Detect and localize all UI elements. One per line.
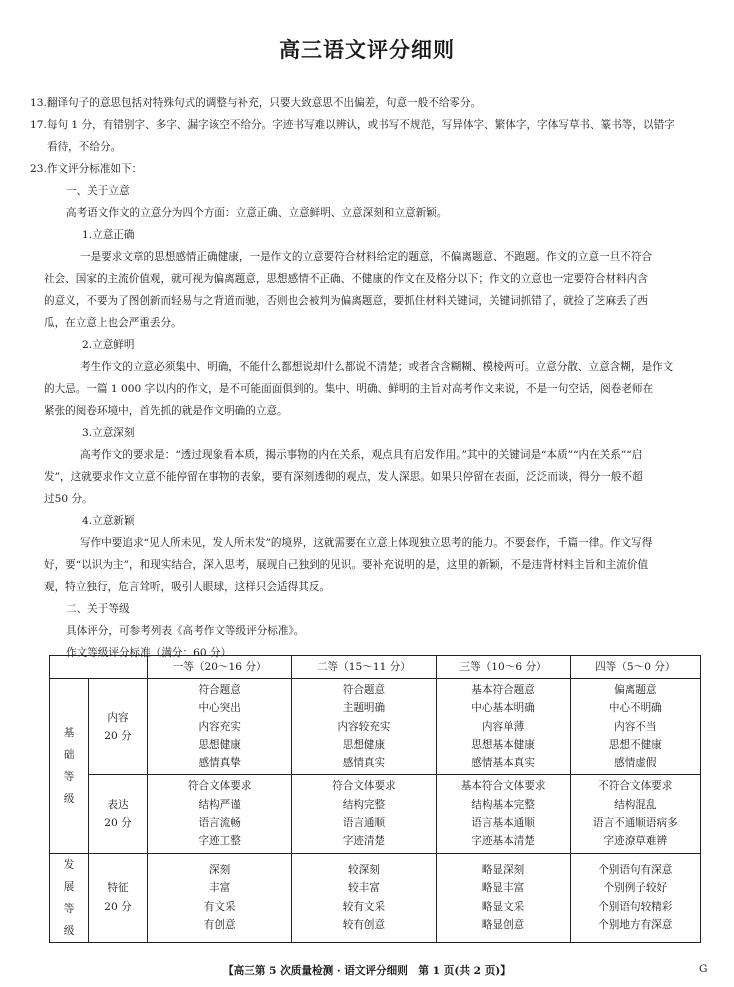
subsection-1-title: 1.立意正确: [82, 229, 135, 241]
cell-line: 偏离题意: [614, 684, 657, 696]
cell-line: 个别语句有深意: [598, 864, 673, 877]
cell-line: 有创意: [203, 918, 236, 931]
cell-line: 字迹清楚: [342, 835, 386, 848]
cell-line: 结构基本完整: [471, 798, 535, 811]
cell-line: 感情真实: [342, 757, 386, 770]
development-level-label: [50, 853, 89, 942]
cell-line: 内容不当: [614, 720, 657, 733]
table-header-row: [50, 656, 701, 679]
subsection-4-title: 4.立意新颖: [82, 515, 135, 527]
subsection-3-title: 3.立意深刻: [82, 427, 135, 439]
cell-line: 语言不通顺语病多: [592, 817, 678, 830]
cell-line: 结构混乱: [614, 798, 657, 811]
row-name: 表达: [107, 798, 129, 811]
cell-line: 中心不明确: [608, 702, 662, 715]
table-row-content: [50, 679, 701, 775]
row-score: 20 分: [104, 900, 132, 913]
section-2-heading: 二、关于等级: [66, 603, 130, 615]
cell-line: 内容充实: [198, 720, 241, 733]
table-caption: 作文等级评分标准（满分：60 分）: [66, 647, 232, 659]
header-grade-2: 二等（15～11 分）: [292, 656, 436, 679]
subsection-2-body: [30, 356, 706, 422]
cell-line: 略显深刻: [481, 864, 525, 877]
table-cell: [292, 853, 436, 942]
row-label-feature: [89, 853, 148, 942]
table-cell: [570, 679, 700, 775]
paragraph-line: 的意义，不要为了图创新而轻易与之背道而驰，否则也会被判为偏离题意，要抓住材料关键词，关键词抓错了，就捡了芝麻丢了西: [44, 295, 648, 307]
item-17-line-2: 看待，不给分。: [47, 141, 122, 153]
vertical-char: 基: [63, 726, 75, 739]
paragraph-line: 一是要求文章的思想感情正确健康，一是作文的立意要符合材料给定的题意，不偏离题意、不跑题。作文的立意一旦不符合: [80, 251, 653, 263]
cell-line: 基本符合文体要求: [460, 780, 546, 793]
page-footer: 【高三第 5 次质量检测 · 语文评分细则 第 1 页(共 2 页)】: [223, 965, 511, 977]
cell-line: 内容较充实: [337, 720, 391, 733]
table-row-expression: [50, 775, 701, 853]
cell-line: 感情虚假: [614, 757, 657, 770]
cell-line: 略显丰富: [481, 882, 525, 895]
cell-line: 符合文体要求: [187, 780, 252, 793]
row-name: 内容: [107, 711, 129, 724]
row-label-content: [89, 679, 148, 775]
table-cell: [292, 679, 436, 775]
section-1-intro: 高考语文作文的立意分为四个方面：立意正确、立意鲜明、立意深刻和立意新颖。: [66, 207, 448, 219]
cell-line: 丰富: [209, 882, 231, 895]
vertical-char: 发: [63, 858, 75, 871]
paper-version-mark: G: [699, 963, 708, 975]
subsection-3-body: [30, 444, 706, 510]
subsection-1-body: [30, 246, 706, 334]
vertical-char: 等: [63, 902, 75, 915]
paragraph-line: 瓜，在立意上也会严重丢分。: [44, 317, 182, 329]
paragraph-line: 紧张的阅卷环境中，首先抓的就是作文明确的立意。: [44, 405, 288, 417]
row-score: 20 分: [104, 729, 132, 742]
paragraph-line: 的大忌。一篇 1 000 字以内的作文，是不可能面面俱到的。集中、明确、鲜明的主旨对高考作文来说，不是一句空话，阅卷老师在: [44, 383, 654, 395]
paragraph-line: 写作中要追求“见人所未见，发人所未发”的境界，这就需要在立意上体现独立思考的能力。不要套作，千篇一律。作文写得: [80, 537, 653, 549]
table-cell: [148, 679, 292, 775]
cell-line: 字迹潦草难辨: [603, 835, 668, 848]
header-grade-3: 三等（10～6 分）: [436, 656, 570, 679]
cell-line: 感情基本真实: [471, 757, 535, 770]
paragraph-line: 发”，这就要求作文立意不能停留在事物的表象，要有深刻透彻的观点，发人深思。如果只停留在表面，泛泛而谈，得分一般不超: [44, 471, 643, 483]
item-13: 13.翻译句子的意思包括对特殊句式的调整与补充，只要大致意思不出偏差，句意一般不给零分。: [30, 97, 482, 109]
cell-line: 较有创意: [342, 918, 386, 931]
section-2-line-1: 具体评分，可参考列表《高考作文等级评分标准》。: [66, 625, 305, 637]
page-title: 高三语文评分细则: [279, 38, 455, 62]
item-23: 23.作文评分标准如下：: [30, 163, 143, 175]
cell-line: 基本符合题意: [471, 684, 535, 696]
cell-line: 思想健康: [198, 738, 241, 751]
cell-line: 不符合文体要求: [598, 780, 673, 793]
paragraph-line: 过50 分。: [44, 493, 93, 505]
subsection-4-body: [30, 532, 706, 598]
cell-line: 结构严谨: [198, 798, 241, 811]
cell-line: 字迹工整: [198, 835, 241, 848]
paragraph-line: 高考作文的要求是：“透过现象看本质，揭示事物的内在关系，观点具有启发作用。”其中的关键词是“本质”“内在关系”“启: [80, 449, 643, 461]
vertical-char: 等: [63, 770, 75, 783]
table-cell: [570, 853, 700, 942]
cell-line: 个别例子较好: [603, 882, 668, 895]
vertical-char: 级: [63, 792, 75, 805]
basic-level-label: [50, 679, 89, 854]
row-score: 20 分: [104, 817, 132, 830]
cell-line: 略显文采: [481, 900, 525, 913]
row-label-expression: [89, 775, 148, 853]
table-corner-cell: [50, 656, 148, 679]
cell-line: 语言通顺: [342, 817, 386, 830]
cell-line: 较有文采: [342, 900, 386, 913]
header-grade-4: 四等（5～0 分）: [570, 656, 700, 679]
cell-line: 主题明确: [342, 702, 386, 715]
item-17-line-1: 17.每句 1 分，有错别字、多字、漏字该空不给分。字迹书写难以辨认，或书写不规范，写异体字、繁体字，字体写草书、篆书等，以错字: [30, 119, 675, 131]
cell-line: 思想不健康: [608, 738, 662, 751]
paragraph-line: 好，要“以识为主”，和现实结合，深入思考，展现自己独到的见识。要补充说明的是，这里的新颖，不是违背材料主旨和主流价值: [44, 559, 649, 571]
paragraph-line: 考生作文的立意必须集中、明确，不能什么都想说却什么都说不清楚；或者含含糊糊、模棱两可。立意分散、立意含糊，是作文: [80, 361, 674, 373]
vertical-char: 级: [63, 924, 75, 937]
cell-line: 个别语句较精彩: [598, 900, 673, 913]
cell-line: 较深刻: [348, 864, 380, 877]
subsection-2-title: 2.立意鲜明: [82, 339, 135, 351]
cell-line: 思想基本健康: [471, 738, 535, 751]
paragraph-line: 观，特立独行，危言耸听，吸引人眼球，这样只会适得其反。: [44, 581, 331, 593]
section-1-heading: 一、关于立意: [66, 185, 130, 197]
cell-line: 略显创意: [481, 918, 525, 931]
cell-line: 符合题意: [342, 684, 386, 696]
cell-line: 字迹基本清楚: [471, 835, 535, 848]
vertical-char: 础: [63, 748, 75, 761]
cell-line: 较丰富: [348, 882, 380, 895]
cell-line: 思想健康: [342, 738, 386, 751]
cell-line: 有文采: [203, 900, 236, 913]
table-cell: [148, 775, 292, 853]
table-cell: [570, 775, 700, 853]
row-name: 特征: [107, 882, 129, 895]
cell-line: 符合题意: [198, 684, 241, 696]
cell-line: 中心突出: [198, 702, 241, 715]
table-cell: [436, 775, 570, 853]
cell-line: 语言流畅: [198, 817, 241, 830]
paragraph-line: 社会、国家的主流价值观，就可视为偏离题意，思想感情不正确、不健康的作文在及格分以下；作文的立意也一定要符合材料内含: [44, 273, 648, 285]
body-text: [30, 92, 706, 664]
cell-line: 符合文体要求: [332, 780, 396, 793]
cell-line: 个别地方有深意: [598, 918, 673, 931]
cell-line: 感情真挚: [198, 757, 241, 770]
cell-line: 结构完整: [342, 798, 386, 811]
cell-line: 深刻: [209, 864, 231, 877]
table-cell: [148, 853, 292, 942]
vertical-char: 展: [63, 880, 75, 893]
cell-line: 中心基本明确: [471, 702, 535, 715]
cell-line: 语言基本通顺: [471, 817, 535, 830]
cell-line: 内容单薄: [481, 720, 525, 733]
table-row-feature: [50, 853, 701, 942]
table-cell: [436, 679, 570, 775]
table-cell: [436, 853, 570, 942]
grading-table: [49, 655, 701, 943]
table-cell: [292, 775, 436, 853]
header-grade-1: 一等（20～16 分）: [148, 656, 292, 679]
